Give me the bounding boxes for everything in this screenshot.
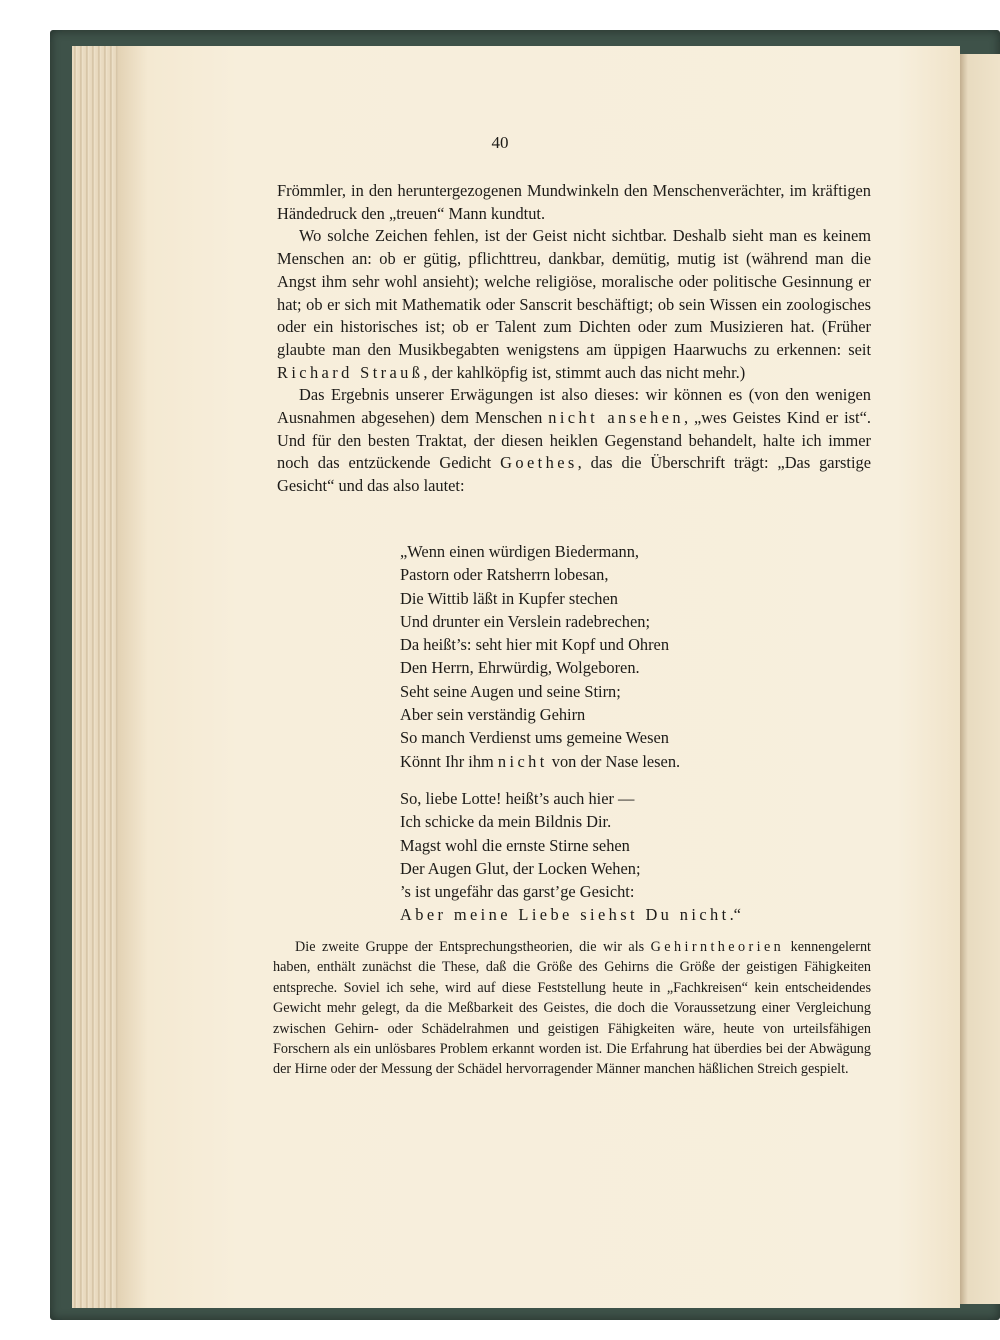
poem-line-text-a: Könnt Ihr ihm — [400, 751, 498, 771]
page-number: 40 — [491, 133, 509, 152]
emphasis-nicht-ansehen: nicht ansehen — [548, 408, 684, 428]
page-edges — [72, 46, 122, 1308]
poem-line-last — [400, 903, 741, 926]
adjacent-page — [958, 54, 1000, 1304]
poem-line: Seht seine Augen und seine Stirn; — [400, 681, 621, 701]
poem-line: ’s ist ungefähr das garst’ge Gesicht: — [400, 882, 635, 902]
emphasis-final-line: Aber meine Liebe siehst Du nicht — [400, 905, 730, 925]
poem-line: Den Herrn, Ehrwürdig, Wolgeboren. — [400, 658, 640, 678]
poem-line: Der Augen Glut, der Locken Wehen; — [400, 858, 641, 878]
paragraph-1: Frömmler, in den heruntergezogenen Mundwinkeln den Menschenverächter, im kräftigen Händedruck den „treuen“ Mann kundtut. — [277, 181, 871, 223]
poem-line: Ich schicke da mein Bildnis Dir. — [400, 812, 612, 832]
poem-stanza-1 — [400, 540, 741, 773]
poem-line: Die Wittib läßt in Kupfer stechen — [400, 588, 618, 608]
poem-line: So manch Verdienst ums gemeine Wesen — [400, 728, 669, 748]
poem — [400, 540, 741, 927]
poem-line: So, liebe Lotte! heißt’s auch hier — — [400, 788, 635, 808]
person-name-strauss: Richard Strauß — [277, 362, 424, 382]
paragraph-3-text-c: , das die Überschrift trägt: „Das garstige Gesicht“ und das also lautet: — [277, 453, 872, 496]
main-text — [277, 180, 871, 498]
poem-line: Und drunter ein Verslein radebrechen; — [400, 611, 651, 631]
author-name-goethe: Goethes — [500, 453, 578, 473]
paragraph-3 — [277, 384, 871, 498]
poem-line: Aber sein verständig Gehirn — [400, 705, 586, 725]
poem-line-last — [400, 750, 741, 773]
paragraph-2-text-a: Wo solche Zeichen fehlen, ist der Geist nicht sichtbar. Deshalb sieht man es keinem Menschen an: ob er gütig, pflichttreu, dankbar, demütig, mutig ist (während man die Angst ihm sehr wohl ansieht); welche religiöse, moralische oder politische Gesinnung er hat; ob er sich mit Mathematik oder Sanscrit beschäftigt; ob sein Wissen ein zoologisches oder ein historisches ist; ob er Talent zum Dichten oder zum Musizieren hat. (Früher glaubte man den Musikbegabten wenigstens am üppigen Haarwuchs zu erkennen: seit — [277, 226, 871, 359]
term-gehirntheorien: Gehirntheorien — [650, 939, 785, 955]
poem-line: Da heißt’s: seht hier mit Kopf und Ohren — [400, 635, 670, 655]
paragraph-4-text-a: Die zweite Gruppe der Entsprechungstheorien, die wir als — [295, 939, 651, 955]
paragraph-4 — [273, 937, 871, 1080]
paragraph-3-text-b: , „wes Geistes Kind er ist“. Und für den besten Traktat, der diesen heiklen Gegenstand behandelt, halte ich immer noch das entzückende Gedicht — [277, 408, 871, 473]
poem-line-closing: .“ — [729, 905, 741, 925]
poem-line: Magst wohl die ernste Stirne sehen — [400, 835, 630, 855]
paragraph-3-text-a: Das Ergebnis unserer Erwägungen ist also dieses: wir können es (von den wenigen Ausnahmen abgesehen) dem Menschen — [277, 385, 871, 428]
poem-line: Pastorn oder Ratsherrn lobesan, — [400, 565, 609, 585]
paragraph-2 — [277, 225, 871, 384]
poem-line: „Wenn einen würdigen Biedermann, — [400, 542, 639, 561]
emphasis-nicht: nicht — [497, 751, 548, 771]
poem-stanza-2 — [400, 787, 741, 927]
small-print-paragraph — [273, 937, 871, 1080]
poem-line-text-b: von der Nase lesen. — [547, 751, 681, 771]
paragraph-4-text-b: kennengelernt haben, enthält zunächst die These, daß die Größe des Gehirns die Größe der geistigen Fähigkeiten entspreche. Soviel ich sehe, wird auf diese Feststellung heute in „Fachkreisen“ kein entscheidendes Gewicht mehr gelegt, da die Meßbarkeit des Geistes, die doch die Voraussetzung einer Vergleichung zwischen Gehirn- oder Schädelrahmen und geistigen Fähigkeiten wäre, heute von urteilsfähigen Forschern als ein unlösbares Problem erkannt worden ist. Die Erfahrung hat überdies bei der Abwägung der Hirne oder der Messung der Schädel hervorragender Männer manchen häßlichen Streich gespielt. — [273, 939, 871, 1078]
paragraph-2-text-b: , der kahlköpfig ist, stimmt auch das nicht mehr.) — [423, 362, 746, 382]
